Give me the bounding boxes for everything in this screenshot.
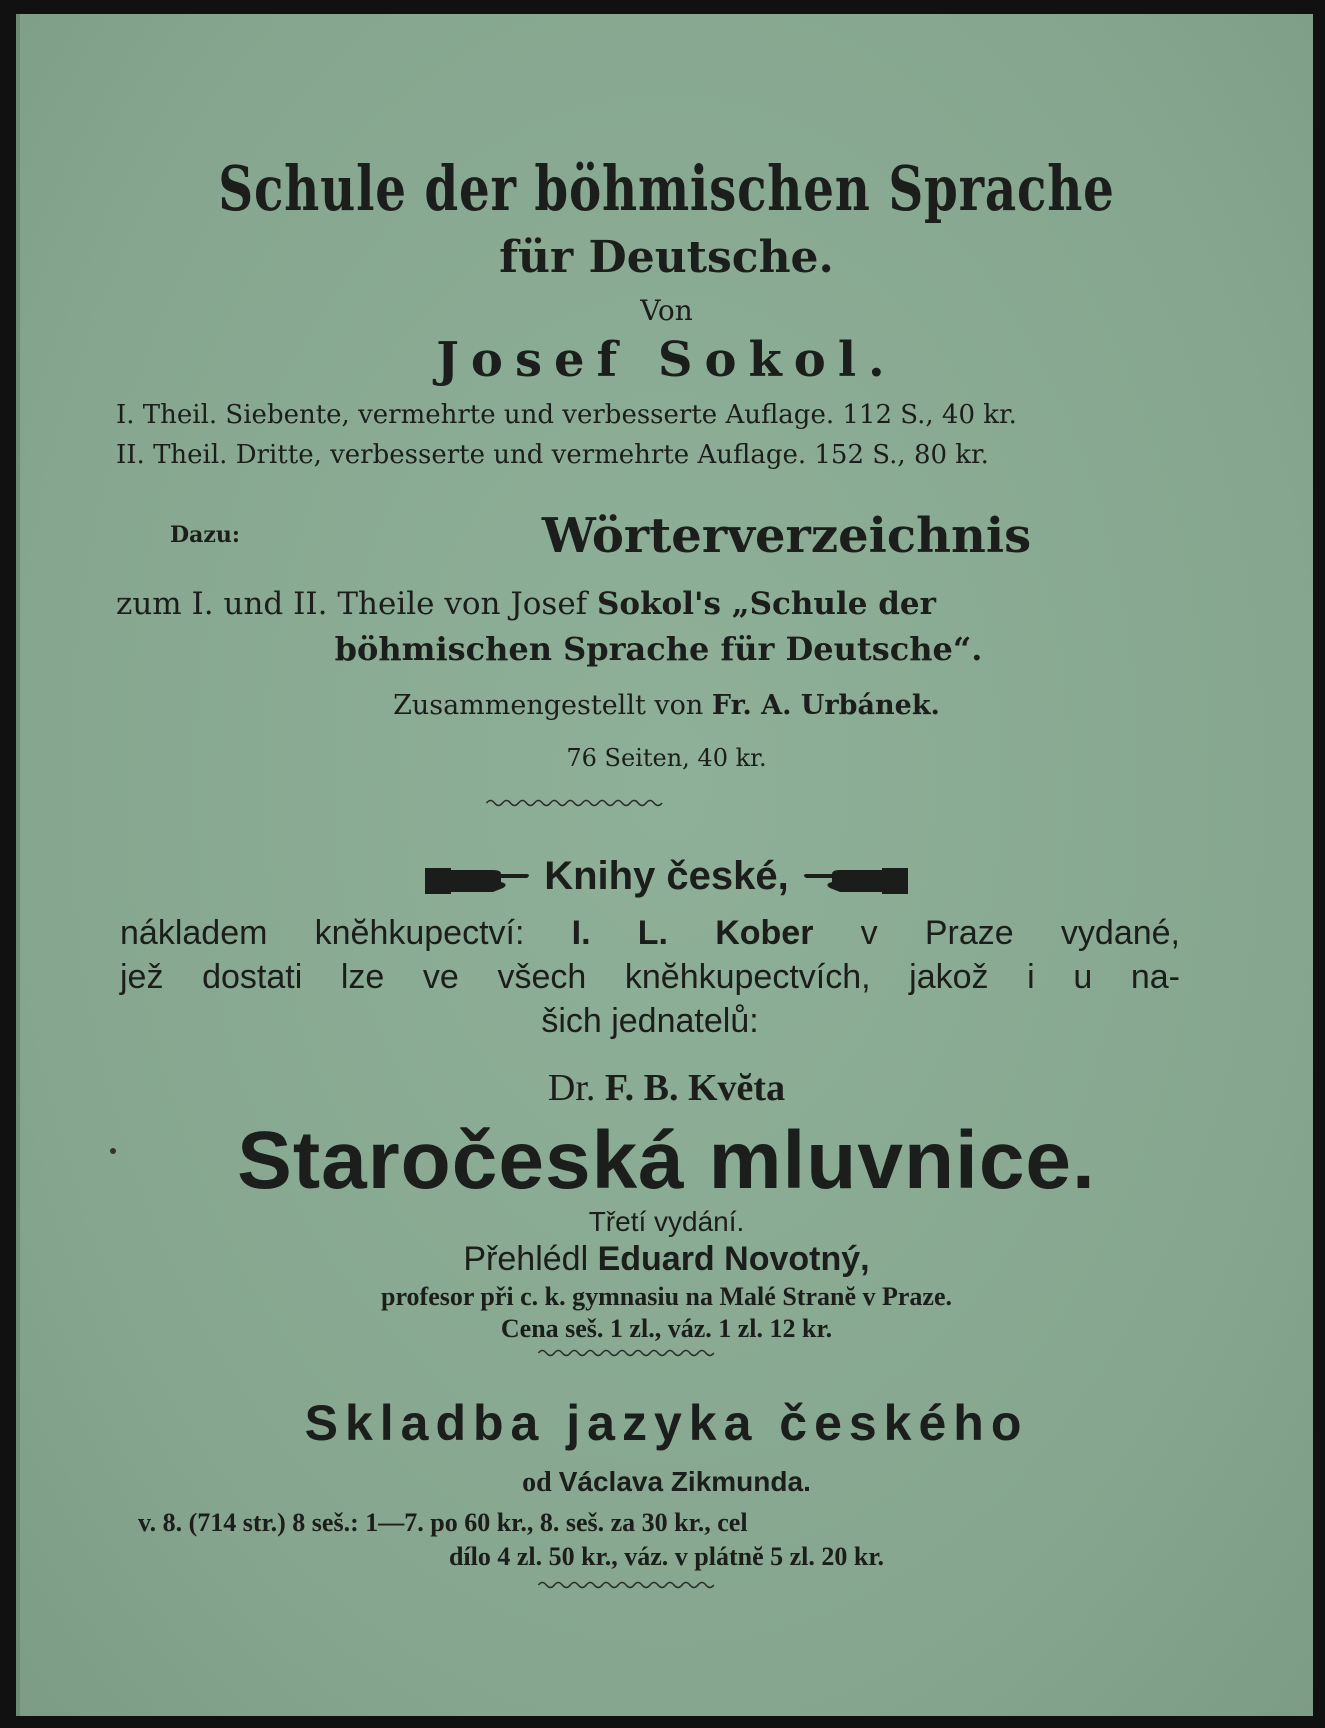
ad1-author: Josef Sokol. — [436, 332, 897, 388]
page — [16, 14, 1313, 1716]
ad1-theil1: I. Theil. Siebente, vermehrte und verbesserte Auflage. 112 S., 40 kr. — [116, 400, 1017, 430]
pointing-hand-right-icon — [423, 858, 533, 898]
ad1-von: Von — [640, 294, 693, 327]
book1-author — [20, 1066, 1313, 1110]
book1-reviewer-name: Eduard Novotný, — [597, 1240, 870, 1278]
book1-author-name: F. B. Kvĕta — [604, 1067, 786, 1109]
divider-squiggle — [20, 796, 1313, 810]
ad2-heading-text: Knihy české, — [544, 854, 789, 898]
ad1-dazu-label: Dazu: — [170, 522, 240, 548]
divider-squiggle — [20, 1578, 1313, 1592]
ad1-zum-line1-pre: zum I. und II. Theile von Josef — [116, 586, 598, 622]
book1-reviewer-pre: Přehlédl — [463, 1240, 598, 1278]
ad1-title: Schule der böhmischen Sprache — [218, 152, 1115, 225]
ad2-heading — [20, 854, 1313, 899]
ad2-line2: jež dostati lze ve všech knĕhkupectvích, jakož i u na- — [120, 958, 1180, 996]
ad2-line1-pre: nákladem knĕhkupectví: — [120, 914, 572, 952]
book2-price: dílo 4 zl. 50 kr., váz. v plátnĕ 5 zl. 20 kr. — [448, 1542, 885, 1571]
ad1-woerterverzeichnis: Wörterverzeichnis — [541, 508, 1032, 564]
ad2-line1 — [120, 914, 1180, 953]
book2-title: Skladba jazyka českého — [304, 1395, 1029, 1451]
ad2-publisher: I. L. Kober — [571, 914, 814, 952]
ad1-compiled-by-pre: Zusammengestellt von — [393, 690, 712, 721]
divider-squiggle — [20, 1346, 1313, 1360]
book1-reviewer-role: profesor při c. k. gymnasiu na Malé Stranĕ v Praze. — [381, 1282, 952, 1311]
ad1-pages-price: 76 Seiten, 40 kr. — [566, 744, 767, 772]
pointing-hand-left-icon — [800, 858, 910, 898]
book1-title: Staročeská mluvnice. — [237, 1115, 1096, 1206]
ad1-subtitle: für Deutsche. — [499, 232, 834, 283]
ad2-line1-post: v Praze vydané, — [813, 914, 1180, 952]
book1-edition: Třetí vydání. — [588, 1206, 745, 1237]
ad1-compiler-name: Fr. A. Urbánek. — [711, 690, 940, 721]
ad1-zum-line1-bold: Sokol's „Schule der — [597, 586, 936, 622]
ad1-theil2: II. Theil. Dritte, verbesserte und vermehrte Auflage. 152 S., 80 kr. — [116, 440, 989, 470]
book2-author-name: Václava Zikmunda. — [558, 1466, 811, 1497]
book2-author — [20, 1466, 1313, 1499]
book1-price: Cena seš. 1 zl., váz. 1 zl. 12 kr. — [500, 1314, 833, 1343]
ad1-zum-line2: böhmischen Sprache für Deutsche“. — [334, 630, 983, 668]
book1-author-pre: Dr. — [547, 1067, 605, 1109]
ad1-zum-line1 — [116, 586, 936, 622]
ad1-compiled-by — [20, 690, 1313, 721]
book1-reviewer — [20, 1240, 1313, 1279]
book2-details: v. 8. (714 str.) 8 seš.: 1—7. po 60 kr., 8. seš. za 30 kr., cel — [138, 1508, 748, 1537]
book2-author-pre: od — [522, 1467, 559, 1498]
ad2-line3: šich jednatelů: — [541, 1002, 759, 1040]
